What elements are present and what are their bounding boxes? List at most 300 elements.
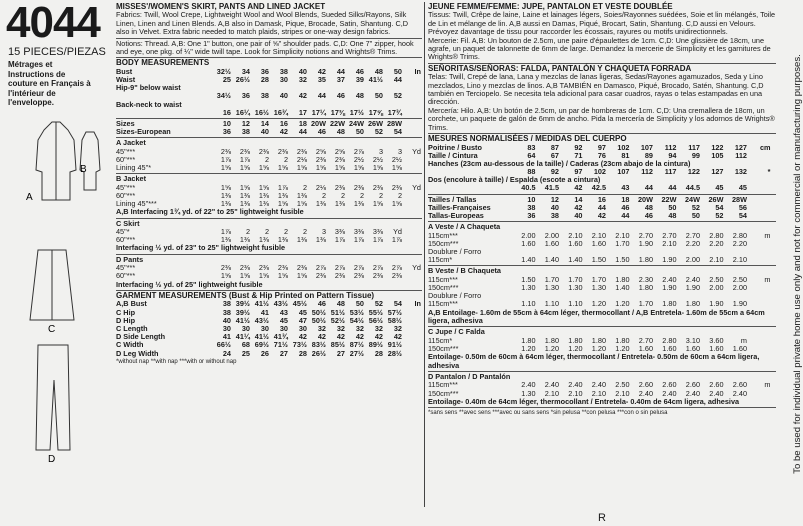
table-cell: 2 xyxy=(397,190,402,200)
french-tissus: Tissus: Twill, Crêpe de laine, Laine et lainages légers, Soies/Rayonnes suédées, Soie et lin mélangés, Toile de Lin et mélange de lin. A,B aussi en Damas, Piqué, Brocart, Satin, Shantung. C,D aussi en Velours. Prévoyez davantage de tissu pour raccorder les écossais, rayures ou motifs unidirectionnels. xyxy=(428,10,776,37)
table-cell: 2⅛ xyxy=(315,182,326,192)
table-cell: 50½ xyxy=(311,307,326,317)
table-cell: 1.60 xyxy=(638,343,653,353)
table-cell: 44 xyxy=(621,211,630,220)
table-cell: 44 xyxy=(298,127,307,137)
table-cell: 89½ xyxy=(368,340,383,350)
english-fabrics: Fabrics: Twill, Wool Crepe, Lightweight Wool and Wool Blends, Sueded Silks/Rayons, Silk Linen, Linen and Linen Blends. A,B also in Damask, Pique, Brocade, Satin, Shantung. C,D also in Velvet. Extra fabric needed to match plaids, stripes or one-way design fabrics. xyxy=(116,10,409,37)
table-cell: 1.90 xyxy=(662,282,677,292)
table-row xyxy=(116,184,422,192)
table-cell: 2⅝ xyxy=(334,146,345,156)
row-label: Hip-9" below waist xyxy=(116,83,181,93)
table-cell: 54 xyxy=(715,202,724,212)
table-cell: 67 xyxy=(550,150,559,160)
table-cell: 1.70 xyxy=(568,274,583,284)
usage-notice xyxy=(778,4,803,524)
table-cell: 41½ xyxy=(368,75,383,85)
table-cell: 3⅜ xyxy=(353,227,364,237)
table-cell: 122 xyxy=(687,167,700,177)
section-title: B Jacket xyxy=(116,174,147,184)
table-cell: 28 xyxy=(374,348,383,358)
table-cell: 22W xyxy=(661,194,677,204)
table-cell: 1⅜ xyxy=(277,235,288,245)
table-cell: 28W xyxy=(386,118,402,128)
table-cell: 3⅜ xyxy=(334,227,345,237)
table-cell: 1.80 xyxy=(685,299,700,309)
table-cell: 44.5 xyxy=(685,183,700,193)
table-cell: 1⅜ xyxy=(239,235,250,245)
row-label: 60"*** xyxy=(116,235,136,245)
english-title: MISSES'/WOMEN'S SKIRT, PANTS AND LINED JACKET xyxy=(116,2,326,11)
table-cell: 2⅞ xyxy=(353,146,364,156)
table-cell: 1⅜ xyxy=(353,199,364,209)
table-cell: 42 xyxy=(374,332,383,342)
table-cell: 41.5 xyxy=(544,183,559,193)
table-cell: 2.00 xyxy=(544,230,559,240)
table-cell: 73½ xyxy=(292,340,307,350)
table-cell: 1⅜ xyxy=(220,190,231,200)
table-cell xyxy=(402,92,421,100)
table-cell: 10 xyxy=(222,118,231,128)
body-measurements-header: BODY MEASUREMENTS xyxy=(116,58,210,68)
table-cell: 1⅜ xyxy=(315,199,326,209)
table-cell: 36 xyxy=(241,91,250,101)
table-cell: 94 xyxy=(668,150,677,160)
table-cell: 68 xyxy=(241,340,250,350)
table-cell: 1.40 xyxy=(521,255,536,265)
table-cell: 2⅜ xyxy=(220,146,231,156)
table-cell: 1.60 xyxy=(662,343,677,353)
table-cell: 2.60 xyxy=(638,380,653,390)
table-cell: 28 xyxy=(260,75,269,85)
table-cell: 1⅜ xyxy=(277,190,288,200)
table-cell: * xyxy=(767,167,771,177)
table-cell: 30 xyxy=(241,324,250,334)
table-cell: 2.00 xyxy=(685,255,700,265)
table-cell xyxy=(402,200,421,208)
table-cell: 127 xyxy=(734,142,747,152)
table-cell: 1⅜ xyxy=(220,199,231,209)
table-cell: 2.40 xyxy=(685,388,700,398)
table-cell: 54½ xyxy=(349,315,364,325)
table-cell: 1.60 xyxy=(732,343,747,353)
spanish-title: SEÑORITAS/SEÑORAS: FALDA, PANTALÓN Y CHAQUETA FORRADA xyxy=(428,63,692,73)
table-cell: 1⅝ xyxy=(258,271,269,281)
table-cell: 1.20 xyxy=(615,343,630,353)
table-cell xyxy=(747,240,771,248)
table-cell: Yd xyxy=(412,263,421,273)
table-cell: 28W xyxy=(731,194,747,204)
table-cell: 42 xyxy=(336,332,345,342)
table-cell: 1⅝ xyxy=(239,271,250,281)
table-cell xyxy=(747,390,771,398)
table-cell: 17¾ xyxy=(387,107,402,117)
table-cell: 43½ xyxy=(273,299,288,309)
table-cell: 1.30 xyxy=(568,282,583,292)
table-cell: 52 xyxy=(715,211,724,220)
table-cell: 2⅞ xyxy=(334,263,345,273)
table-cell: 1.60 xyxy=(685,343,700,353)
table-cell: 1⅝ xyxy=(239,182,250,192)
table-cell: 55½ xyxy=(368,307,383,317)
table-cell: 2.20 xyxy=(685,238,700,248)
table-cell: 42 xyxy=(317,66,326,76)
table-cell: 1.20 xyxy=(615,299,630,309)
row-label: 115cm*** xyxy=(428,274,458,284)
table-cell: 2 xyxy=(321,190,326,200)
row-label: Lining 45"* xyxy=(116,163,152,173)
table-cell: 1.70 xyxy=(544,274,559,284)
pieces-count: 15 PIECES/PIEZAS xyxy=(8,46,106,58)
table-cell xyxy=(402,325,421,333)
table-cell: 1.90 xyxy=(662,255,677,265)
table-cell: 2 xyxy=(283,227,288,237)
section-title: C Skirt xyxy=(116,218,140,228)
table-cell: 2.20 xyxy=(709,238,724,248)
table-cell: 2 xyxy=(340,190,345,200)
table-cell: 1⅝ xyxy=(220,163,231,173)
table-cell: 1⅝ xyxy=(239,163,250,173)
table-cell: 25 xyxy=(241,348,250,358)
table-cell: 102 xyxy=(593,167,606,177)
table-cell: 2.40 xyxy=(662,388,677,398)
table-cell: 40 xyxy=(298,66,307,76)
table-cell: 16¾ xyxy=(273,107,288,117)
table-cell: 1⅝ xyxy=(372,163,383,173)
table-cell: 50 xyxy=(691,211,700,220)
table-cell: 27½ xyxy=(349,348,364,358)
table-cell: 1⅝ xyxy=(296,199,307,209)
table-cell: 2.00 xyxy=(732,282,747,292)
row-label: 150cm*** xyxy=(428,282,459,292)
mesures-header: MESURES NORMALISÉES / MEDIDAS DEL CUERPO xyxy=(428,134,627,144)
table-cell: 45 xyxy=(738,183,747,193)
table-cell: 17 xyxy=(298,107,307,117)
table-cell: 2⅜ xyxy=(391,182,402,192)
table-cell: 41½ xyxy=(254,332,269,342)
table-cell: 40.5 xyxy=(521,183,536,193)
table-cell: 32 xyxy=(317,324,326,334)
table-cell: 87 xyxy=(550,142,559,152)
table-row xyxy=(428,184,776,192)
table-cell xyxy=(402,333,421,341)
table-cell: 2.50 xyxy=(732,274,747,284)
table-cell: 12 xyxy=(550,194,559,204)
table-cell: 2⅜ xyxy=(334,182,345,192)
table-cell: 34 xyxy=(241,66,250,76)
table-cell: 1.70 xyxy=(638,299,653,309)
row-label: 115cm* xyxy=(428,255,453,265)
table-cell: 35 xyxy=(317,75,326,85)
row-label: Tailles / Tallas xyxy=(428,194,477,204)
row-label: 45"*** xyxy=(116,146,136,156)
table-cell: 1.50 xyxy=(521,274,536,284)
table-cell xyxy=(402,101,421,109)
row-label: 60"*** xyxy=(116,271,136,281)
table-cell: 42 xyxy=(574,183,583,193)
french-footnote: *sans sens **avec sens ***avec ou sans sens *sin pelusa **con pelusa ***con o sin pelusa xyxy=(428,410,668,417)
row-label: Tailles-Françaises xyxy=(428,202,491,212)
table-cell: 37 xyxy=(336,75,345,85)
table-cell: 18 xyxy=(621,194,630,204)
table-cell: 1⅜ xyxy=(315,235,326,245)
table-row xyxy=(116,350,422,358)
table-cell: 1.80 xyxy=(591,335,606,345)
table-cell: 52 xyxy=(691,202,700,212)
table-cell: 92 xyxy=(550,167,559,177)
spanish-telas: Telas: Twill, Crepé de lana, Lana y mezclas de lanas ligeras, Sedas/Rayones agamuzados, Seda y Lino mezclados, Lino y mezclas de linos. A,B TAMBIÉN en Damasco, Piqué, Brocado, Satén, Shantung. C,D también en Terciopelo. Se necesita tela adicional para casar cuadros, rayas o telas estampadas en una dirección. xyxy=(428,72,764,107)
row-label: Taille / Cintura xyxy=(428,150,478,160)
table-cell: 2 xyxy=(264,227,269,237)
table-cell: 27 xyxy=(336,348,345,358)
table-cell: 32 xyxy=(298,75,307,85)
row-label: 60"*** xyxy=(116,154,136,164)
table-cell: 41¼ xyxy=(235,332,250,342)
table-cell: 30 xyxy=(222,324,231,334)
table-cell: 42 xyxy=(393,332,402,342)
table-cell: 45 xyxy=(715,183,724,193)
table-cell: 28½ xyxy=(387,348,402,358)
row-label: Lining 45"*** xyxy=(116,199,157,209)
table-cell: 16½ xyxy=(254,107,269,117)
table-cell: 1⅞ xyxy=(353,235,364,245)
section-title: D Pantalon / D Pantalón xyxy=(428,371,511,381)
table-cell: 2⅜ xyxy=(334,271,345,281)
table-cell: 2⅜ xyxy=(334,154,345,164)
section-note: Interfacing ½ yd. of 25" lightweight fusible xyxy=(116,279,263,289)
table-cell: 43 xyxy=(621,183,630,193)
table-cell: 2⅜ xyxy=(277,263,288,273)
table-cell: 27 xyxy=(279,348,288,358)
table-cell: 24W xyxy=(684,194,700,204)
row-label: 150cm*** xyxy=(428,388,459,398)
table-cell: 2½ xyxy=(372,154,383,164)
row-label: Poitrine / Busto xyxy=(428,142,482,152)
table-cell: 50 xyxy=(355,299,364,309)
table-cell: 1⅞ xyxy=(220,154,231,164)
table-cell: 42.5 xyxy=(591,183,606,193)
english-footnote: *without nap **with nap ***with or without nap xyxy=(116,358,237,365)
table-cell: 30 xyxy=(298,324,307,334)
table-cell: In xyxy=(414,299,421,309)
table-row xyxy=(116,164,422,172)
table-cell: 30 xyxy=(279,75,288,85)
table-cell: 45 xyxy=(279,315,288,325)
table-cell: 1⅝ xyxy=(296,271,307,281)
table-cell: 1⅜ xyxy=(239,199,250,209)
table-cell: 1.80 xyxy=(544,335,559,345)
table-cell xyxy=(402,109,421,117)
table-cell: 2.60 xyxy=(685,380,700,390)
table-cell: 2⅜ xyxy=(239,146,250,156)
row-label: Hanches (23cm au-dessous de la taille) / Caderas (23cm abajo de la cintura) xyxy=(428,158,691,168)
table-cell: 50 xyxy=(668,202,677,212)
table-cell: 2⅜ xyxy=(296,263,307,273)
table-cell: 2.10 xyxy=(568,388,583,398)
table-cell: 52 xyxy=(374,127,383,137)
table-cell: 43½ xyxy=(254,315,269,325)
table-cell: 2.10 xyxy=(591,388,606,398)
table-cell: 1.40 xyxy=(615,282,630,292)
table-cell: 16 xyxy=(279,118,288,128)
usage-notice-text: To be used for individual private home use only and not for commercial or manufacturing purposes. xyxy=(792,54,803,474)
table-cell: 89 xyxy=(644,150,653,160)
table-cell: 25 xyxy=(222,75,231,85)
table-cell: 41 xyxy=(222,332,231,342)
garment-measurements-header: GARMENT MEASUREMENTS (Bust & Hip Printed on Pattern Tissue) xyxy=(116,291,375,301)
table-cell: 1.90 xyxy=(732,299,747,309)
table-cell: 42 xyxy=(355,332,364,342)
table-cell: 38 xyxy=(279,66,288,76)
table-cell: 54 xyxy=(393,127,402,137)
view-label-d: D xyxy=(48,454,56,465)
table-cell: 36 xyxy=(260,66,269,76)
table-cell: 18 xyxy=(298,118,307,128)
table-cell: 42 xyxy=(597,211,606,220)
table-cell: 14 xyxy=(260,118,269,128)
table-cell: 1⅞ xyxy=(239,154,250,164)
table-cell: 2.70 xyxy=(685,230,700,240)
table-cell: In xyxy=(414,66,421,76)
table-cell: 2.30 xyxy=(638,274,653,284)
table-cell: 40 xyxy=(260,127,269,137)
table-cell: 112 xyxy=(735,150,747,160)
table-cell: 41¾ xyxy=(273,332,288,342)
table-cell: 2.40 xyxy=(544,380,559,390)
table-cell: 20W xyxy=(637,194,653,204)
table-cell: 1⅜ xyxy=(220,235,231,245)
table-cell: 44 xyxy=(393,75,402,85)
table-cell: 2 xyxy=(378,190,383,200)
table-cell: 38 xyxy=(527,202,536,212)
body-measurements-table xyxy=(116,68,422,117)
table-cell: 1.90 xyxy=(685,282,700,292)
table-cell: 46 xyxy=(336,91,345,101)
table-cell: 2⅞ xyxy=(391,263,402,273)
row-label: 150cm*** xyxy=(428,343,459,353)
table-cell: 2.80 xyxy=(662,335,677,345)
row-label: 45"*** xyxy=(116,263,136,273)
table-cell: 3 xyxy=(397,146,402,156)
table-cell: 107 xyxy=(617,167,630,177)
table-cell: 92 xyxy=(574,142,583,152)
table-cell: 1.40 xyxy=(568,255,583,265)
table-cell: 2⅞ xyxy=(315,263,326,273)
table-cell: 2.50 xyxy=(615,380,630,390)
table-cell: 32 xyxy=(336,324,345,334)
table-cell: 38 xyxy=(222,299,231,309)
table-cell: 1.70 xyxy=(615,238,630,248)
table-cell: 3.60 xyxy=(709,335,724,345)
table-cell: 2⅜ xyxy=(372,182,383,192)
table-cell: 42 xyxy=(279,127,288,137)
metrage-sections xyxy=(428,223,776,408)
table-cell: 1.80 xyxy=(638,282,653,292)
table-cell: 1.40 xyxy=(544,255,559,265)
table-cell: 36 xyxy=(527,211,536,220)
table-cell: 112 xyxy=(664,142,677,152)
table-cell: 46 xyxy=(644,211,653,220)
table-cell: 132 xyxy=(734,167,747,177)
table-cell xyxy=(402,84,421,92)
row-label: C Length xyxy=(116,324,148,334)
table-cell xyxy=(402,192,421,200)
table-cell: 42 xyxy=(298,332,307,342)
section-note: A,B Interfacing 1¾ yd. of 22" to 25" lightweight fusible xyxy=(116,207,304,217)
table-cell: 40 xyxy=(574,211,583,220)
table-cell: m xyxy=(764,230,771,240)
table-cell: 1⅜ xyxy=(258,190,269,200)
table-cell: m xyxy=(764,274,771,284)
table-cell: 1⅜ xyxy=(334,199,345,209)
table-cell: 1.60 xyxy=(521,238,536,248)
table-cell: 17⅜ xyxy=(330,107,345,117)
table-cell: 1.20 xyxy=(544,343,559,353)
table-cell: 1⅝ xyxy=(258,182,269,192)
row-label: Back-neck to waist xyxy=(116,99,182,109)
table-cell: 44 xyxy=(644,183,653,193)
table-cell: 2⅛ xyxy=(296,154,307,164)
row-label: C Width xyxy=(116,340,144,350)
table-cell xyxy=(747,256,771,264)
table-cell: 1.20 xyxy=(591,299,606,309)
yardage-sections xyxy=(116,139,422,291)
table-cell: 76 xyxy=(597,150,606,160)
table-cell: 88 xyxy=(527,167,536,177)
table-cell: 1⅞ xyxy=(220,227,231,237)
table-cell: 48 xyxy=(374,66,383,76)
table-cell: m xyxy=(740,335,747,345)
table-cell: 2.10 xyxy=(615,230,630,240)
table-cell: 2⅜ xyxy=(258,146,269,156)
table-cell: 1.30 xyxy=(591,282,606,292)
table-cell: 2.40 xyxy=(638,388,653,398)
table-cell: 1.30 xyxy=(521,388,536,398)
table-cell: 50½ xyxy=(311,315,326,325)
table-cell: 1.10 xyxy=(568,299,583,309)
section-title: A Jacket xyxy=(116,138,146,148)
table-cell: 1⅝ xyxy=(277,163,288,173)
table-cell: 54 xyxy=(738,211,747,220)
table-cell: 48 xyxy=(336,299,345,309)
table-cell: 1⅝ xyxy=(220,182,231,192)
table-cell: 1⅝ xyxy=(277,199,288,209)
table-cell: 1.20 xyxy=(521,343,536,353)
table-cell: 46 xyxy=(317,299,326,309)
table-cell: 2.00 xyxy=(709,282,724,292)
table-cell: 1⅝ xyxy=(258,163,269,173)
table-cell: 87½ xyxy=(349,340,364,350)
table-cell: 16 xyxy=(597,194,606,204)
table-cell: 117 xyxy=(688,142,700,152)
table-cell: 2.10 xyxy=(544,388,559,398)
table-cell: 102 xyxy=(617,142,630,152)
table-cell: 1⅞ xyxy=(391,235,402,245)
pattern-number: 4044 xyxy=(6,0,100,47)
table-cell: 38 xyxy=(260,91,269,101)
row-label: 115cm*** xyxy=(428,299,458,309)
table-cell: 36 xyxy=(222,127,231,137)
row-label: Doublure / Forro xyxy=(428,291,482,301)
table-cell: 2 xyxy=(302,182,307,192)
table-cell: 71½ xyxy=(273,340,288,350)
mesures-table xyxy=(428,144,776,193)
table-cell: 2.40 xyxy=(568,380,583,390)
row-label: 115cm*** xyxy=(428,230,458,240)
table-row xyxy=(116,128,422,136)
table-cell: 32 xyxy=(355,324,364,334)
row-label: C Hip xyxy=(116,307,136,317)
